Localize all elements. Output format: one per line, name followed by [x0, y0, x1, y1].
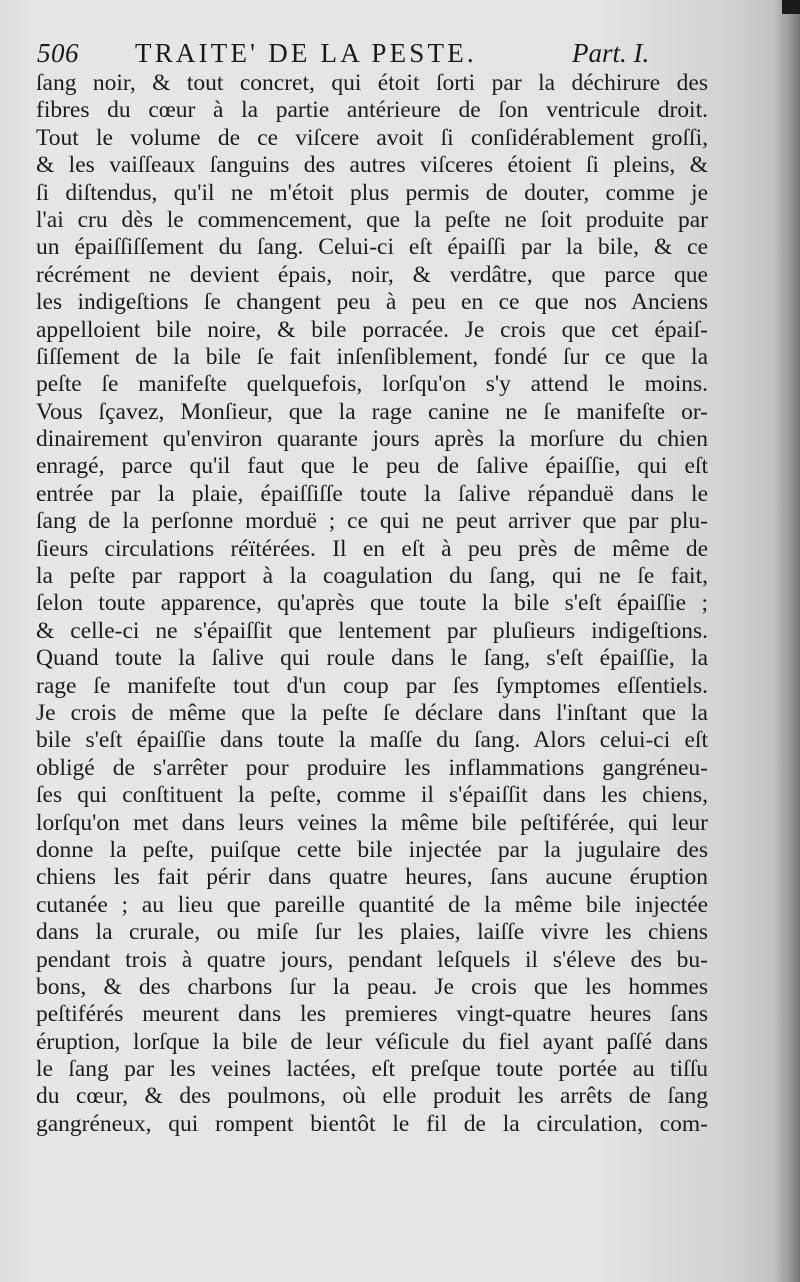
text-line: la peſte par rapport à la coagulation du ſang, qui ne ſe fait,: [36, 563, 708, 590]
text-line: éruption, lorſque la bile de leur véſicule du fiel ayant paſſé dans: [36, 1028, 708, 1055]
text-line: dinairement qu'environ quarante jours après la morſure du chien: [36, 426, 708, 453]
text-line: appelloient bile noire, & bile porracée. Je crois que cet épaiſ-: [36, 316, 708, 343]
corner-mark: [782, 0, 800, 14]
text-line: chiens les fait périr dans quatre heures, ſans aucune éruption: [36, 864, 708, 891]
text-line: & celle-ci ne s'épaiſſit que lentement par pluſieurs indigeſtions.: [36, 617, 708, 644]
text-line: les indigeſtions ſe changent peu à peu en ce que nos Anciens: [36, 289, 708, 316]
text-line: ſang noir, & tout concret, qui étoit ſorti par la déchirure des: [36, 70, 708, 96]
text-line: récrément ne devient épais, noir, & verdâtre, que parce que: [36, 261, 708, 288]
text-line: peſte ſe manifeſte quelquefois, lorſqu'on s'y attend le moins.: [36, 371, 708, 398]
text-line: lorſqu'on met dans leurs veines la même bile peſtiférée, qui leur: [36, 809, 708, 836]
running-title: TRAITE' DE LA PESTE.: [135, 38, 477, 68]
text-line: le ſang par les veines lactées, eſt preſque toute portée au tiſſu: [36, 1056, 708, 1083]
text-line: ſelon toute apparence, qu'après que toute la bile s'eſt épaiſſie ;: [36, 590, 708, 617]
text-line: ſi diſtendus, qu'il ne m'étoit plus permis de douter, comme je: [36, 179, 708, 206]
part-label: Part. I.: [572, 38, 650, 68]
text-line: du cœur, & des poulmons, où elle produit les arrêts de ſang: [36, 1083, 708, 1110]
text-line: donne la peſte, puiſque cette bile injectée par la jugulaire des: [36, 836, 708, 863]
text-line: gangréneux, qui rompent bientôt le fil de la circulation, com-: [36, 1110, 708, 1137]
text-line: ſes qui conſtituent la peſte, comme il s'épaiſſit dans les chiens,: [36, 782, 708, 809]
body-text: [36, 70, 708, 1138]
text-line: bile s'eſt épaiſſie dans toute la maſſe du ſang. Alors celui-ci eſt: [36, 727, 708, 754]
text-line: ſieurs circulations réïtérées. Il en eſt à peu près de même de: [36, 535, 708, 562]
text-line: ſang de la perſonne morduë ; ce qui ne peut arriver que par plu-: [36, 508, 708, 535]
text-line: entrée par la plaie, épaiſſiſſe toute la ſalive répanduë dans le: [36, 480, 708, 507]
text-line: Je crois de même que la peſte ſe déclare dans l'inſtant que la: [36, 699, 708, 726]
text-line: Quand toute la ſalive qui roule dans le ſang, s'eſt épaiſſie, la: [36, 645, 708, 672]
text-line: obligé de s'arrêter pour produire les inflammations gangréneu-: [36, 754, 708, 781]
text-line: Vous ſçavez, Monſieur, que la rage canine ne ſe manifeſte or-: [36, 398, 708, 425]
text-line: Tout le volume de ce viſcere avoit ſi conſidérablement groſſi,: [36, 124, 708, 151]
text-line: bons, & des charbons ſur la peau. Je crois que les hommes: [36, 973, 708, 1000]
text-line: dans la crurale, ou miſe ſur les plaies, laiſſe vivre les chiens: [36, 919, 708, 946]
text-line: pendant trois à quatre jours, pendant leſquels il s'éleve des bu-: [36, 946, 708, 973]
text-line: ſiſſement de la bile ſe fait inſenſiblement, fondé ſur ce que la: [36, 343, 708, 370]
text-line: enragé, parce qu'il faut que le peu de ſalive épaiſſie, qui eſt: [36, 453, 708, 480]
text-line: un épaiſſiſſement du ſang. Celui-ci eſt épaiſſi par la bile, & ce: [36, 234, 708, 261]
text-line: peſtiférés meurent dans les premieres vingt-quatre heures ſans: [36, 1001, 708, 1028]
text-line: rage ſe manifeſte tout d'un coup par ſes ſymptomes eſſentiels.: [36, 672, 708, 699]
page-number: 506: [37, 38, 79, 68]
text-line: fibres du cœur à la partie antérieure de ſon ventricule droit.: [36, 97, 708, 124]
text-line: & les vaiſſeaux ſanguins des autres viſceres étoient ſi pleins, &: [36, 152, 708, 179]
text-line: l'ai cru dès le commencement, que la peſte ne ſoit produite par: [36, 206, 708, 233]
text-line: cutanée ; au lieu que pareille quantité de la même bile injectée: [36, 891, 708, 918]
page-edge-shadow: [774, 0, 800, 1282]
